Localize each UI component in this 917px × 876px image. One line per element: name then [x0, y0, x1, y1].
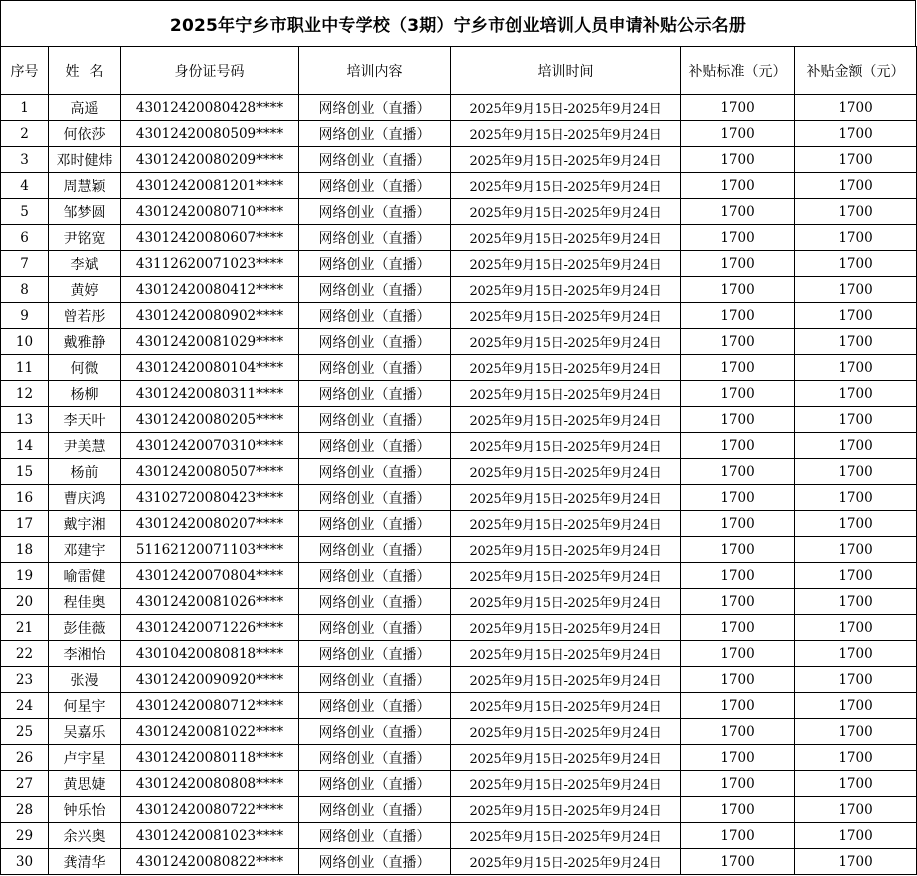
- table-row: [1, 251, 917, 277]
- cell-amount: 1700: [795, 147, 917, 173]
- cell-amount: 1700: [795, 485, 917, 511]
- cell-amount: 1700: [795, 121, 917, 147]
- cell-content: 网络创业（直播）: [299, 641, 451, 667]
- cell-no: 23: [1, 667, 49, 693]
- cell-id: 43012420080507****: [121, 459, 299, 485]
- cell-id: 43102720080423****: [121, 485, 299, 511]
- cell-name: 邹梦圆: [49, 199, 121, 225]
- table-row: [1, 849, 917, 875]
- header-no: 序号: [1, 47, 49, 95]
- cell-time: 2025年9月15日-2025年9月24日: [451, 667, 681, 693]
- cell-content: 网络创业（直播）: [299, 745, 451, 771]
- cell-standard: 1700: [681, 719, 795, 745]
- cell-no: 13: [1, 407, 49, 433]
- cell-no: 22: [1, 641, 49, 667]
- cell-time: 2025年9月15日-2025年9月24日: [451, 355, 681, 381]
- cell-no: 30: [1, 849, 49, 875]
- cell-time: 2025年9月15日-2025年9月24日: [451, 121, 681, 147]
- cell-id: 43012420080412****: [121, 277, 299, 303]
- cell-no: 3: [1, 147, 49, 173]
- cell-content: 网络创业（直播）: [299, 199, 451, 225]
- cell-time: 2025年9月15日-2025年9月24日: [451, 615, 681, 641]
- cell-standard: 1700: [681, 95, 795, 121]
- cell-content: 网络创业（直播）: [299, 615, 451, 641]
- cell-time: 2025年9月15日-2025年9月24日: [451, 433, 681, 459]
- header-name: 姓名: [49, 47, 121, 95]
- cell-standard: 1700: [681, 641, 795, 667]
- cell-id: 43012420080607****: [121, 225, 299, 251]
- cell-amount: 1700: [795, 225, 917, 251]
- table-row: [1, 121, 917, 147]
- cell-name: 邓时健炜: [49, 147, 121, 173]
- cell-amount: 1700: [795, 589, 917, 615]
- cell-name: 吴嘉乐: [49, 719, 121, 745]
- cell-content: 网络创业（直播）: [299, 459, 451, 485]
- cell-id: 43012420080209****: [121, 147, 299, 173]
- cell-time: 2025年9月15日-2025年9月24日: [451, 849, 681, 875]
- cell-id: 43012420070804****: [121, 563, 299, 589]
- cell-time: 2025年9月15日-2025年9月24日: [451, 537, 681, 563]
- cell-time: 2025年9月15日-2025年9月24日: [451, 511, 681, 537]
- cell-content: 网络创业（直播）: [299, 251, 451, 277]
- cell-standard: 1700: [681, 459, 795, 485]
- cell-standard: 1700: [681, 147, 795, 173]
- header-time: 培训时间: [451, 47, 681, 95]
- cell-name: 卢宇星: [49, 745, 121, 771]
- cell-time: 2025年9月15日-2025年9月24日: [451, 589, 681, 615]
- cell-content: 网络创业（直播）: [299, 329, 451, 355]
- table-row: [1, 615, 917, 641]
- cell-name: 余兴奥: [49, 823, 121, 849]
- cell-no: 1: [1, 95, 49, 121]
- cell-time: 2025年9月15日-2025年9月24日: [451, 459, 681, 485]
- cell-no: 19: [1, 563, 49, 589]
- cell-standard: 1700: [681, 849, 795, 875]
- cell-content: 网络创业（直播）: [299, 355, 451, 381]
- cell-amount: 1700: [795, 615, 917, 641]
- cell-id: 43012420080311****: [121, 381, 299, 407]
- cell-id: 43010420080818****: [121, 641, 299, 667]
- subsidy-table: [0, 46, 917, 875]
- cell-no: 8: [1, 277, 49, 303]
- cell-content: 网络创业（直播）: [299, 95, 451, 121]
- cell-no: 20: [1, 589, 49, 615]
- cell-name: 李斌: [49, 251, 121, 277]
- table-row: [1, 537, 917, 563]
- cell-standard: 1700: [681, 251, 795, 277]
- cell-standard: 1700: [681, 173, 795, 199]
- cell-id: 43012420080509****: [121, 121, 299, 147]
- cell-content: 网络创业（直播）: [299, 225, 451, 251]
- cell-name: 何依莎: [49, 121, 121, 147]
- cell-name: 黄婷: [49, 277, 121, 303]
- cell-time: 2025年9月15日-2025年9月24日: [451, 95, 681, 121]
- table-row: [1, 563, 917, 589]
- cell-name: 何微: [49, 355, 121, 381]
- cell-name: 戴雅静: [49, 329, 121, 355]
- cell-id: 43012420070310****: [121, 433, 299, 459]
- cell-amount: 1700: [795, 277, 917, 303]
- cell-amount: 1700: [795, 199, 917, 225]
- cell-name: 程佳奥: [49, 589, 121, 615]
- cell-no: 28: [1, 797, 49, 823]
- cell-no: 26: [1, 745, 49, 771]
- cell-amount: 1700: [795, 641, 917, 667]
- cell-id: 43012420080428****: [121, 95, 299, 121]
- table-row: [1, 303, 917, 329]
- cell-time: 2025年9月15日-2025年9月24日: [451, 693, 681, 719]
- cell-name: 高遥: [49, 95, 121, 121]
- cell-time: 2025年9月15日-2025年9月24日: [451, 251, 681, 277]
- cell-content: 网络创业（直播）: [299, 381, 451, 407]
- cell-name: 李湘怡: [49, 641, 121, 667]
- table-row: [1, 277, 917, 303]
- cell-amount: 1700: [795, 433, 917, 459]
- cell-no: 27: [1, 771, 49, 797]
- cell-name: 尹铭宽: [49, 225, 121, 251]
- cell-standard: 1700: [681, 823, 795, 849]
- table-row: [1, 199, 917, 225]
- cell-amount: 1700: [795, 823, 917, 849]
- cell-name: 邓建宇: [49, 537, 121, 563]
- cell-amount: 1700: [795, 303, 917, 329]
- cell-name: 钟乐怡: [49, 797, 121, 823]
- cell-time: 2025年9月15日-2025年9月24日: [451, 381, 681, 407]
- table-row: [1, 771, 917, 797]
- cell-id: 43012420090920****: [121, 667, 299, 693]
- cell-content: 网络创业（直播）: [299, 303, 451, 329]
- cell-content: 网络创业（直播）: [299, 485, 451, 511]
- cell-amount: 1700: [795, 173, 917, 199]
- cell-id: 43012420081026****: [121, 589, 299, 615]
- cell-standard: 1700: [681, 537, 795, 563]
- table-row: [1, 641, 917, 667]
- cell-content: 网络创业（直播）: [299, 147, 451, 173]
- cell-content: 网络创业（直播）: [299, 433, 451, 459]
- cell-name: 杨前: [49, 459, 121, 485]
- cell-time: 2025年9月15日-2025年9月24日: [451, 225, 681, 251]
- cell-content: 网络创业（直播）: [299, 277, 451, 303]
- cell-id: 43012420081029****: [121, 329, 299, 355]
- cell-amount: 1700: [795, 771, 917, 797]
- cell-amount: 1700: [795, 537, 917, 563]
- cell-content: 网络创业（直播）: [299, 173, 451, 199]
- cell-content: 网络创业（直播）: [299, 407, 451, 433]
- cell-time: 2025年9月15日-2025年9月24日: [451, 147, 681, 173]
- cell-amount: 1700: [795, 849, 917, 875]
- table-row: [1, 433, 917, 459]
- cell-id: 43012420081022****: [121, 719, 299, 745]
- cell-name: 曹庆鸿: [49, 485, 121, 511]
- cell-standard: 1700: [681, 485, 795, 511]
- cell-amount: 1700: [795, 797, 917, 823]
- cell-time: 2025年9月15日-2025年9月24日: [451, 797, 681, 823]
- cell-id: 43012420080822****: [121, 849, 299, 875]
- cell-time: 2025年9月15日-2025年9月24日: [451, 771, 681, 797]
- cell-name: 周慧颖: [49, 173, 121, 199]
- cell-standard: 1700: [681, 121, 795, 147]
- cell-no: 18: [1, 537, 49, 563]
- cell-time: 2025年9月15日-2025年9月24日: [451, 823, 681, 849]
- cell-content: 网络创业（直播）: [299, 511, 451, 537]
- cell-content: 网络创业（直播）: [299, 537, 451, 563]
- cell-standard: 1700: [681, 433, 795, 459]
- cell-standard: 1700: [681, 511, 795, 537]
- table-row: [1, 225, 917, 251]
- cell-content: 网络创业（直播）: [299, 849, 451, 875]
- cell-time: 2025年9月15日-2025年9月24日: [451, 745, 681, 771]
- cell-id: 43012420081023****: [121, 823, 299, 849]
- cell-name: 黄思婕: [49, 771, 121, 797]
- cell-name: 曾若彤: [49, 303, 121, 329]
- cell-amount: 1700: [795, 719, 917, 745]
- cell-no: 16: [1, 485, 49, 511]
- document-title: 2025年宁乡市职业中专学校（3期）宁乡市创业培训人员申请补贴公示名册: [0, 0, 916, 46]
- cell-standard: 1700: [681, 355, 795, 381]
- cell-id: 43012420071226****: [121, 615, 299, 641]
- cell-name: 李天叶: [49, 407, 121, 433]
- cell-no: 29: [1, 823, 49, 849]
- cell-name: 何星宇: [49, 693, 121, 719]
- cell-standard: 1700: [681, 745, 795, 771]
- cell-no: 7: [1, 251, 49, 277]
- cell-time: 2025年9月15日-2025年9月24日: [451, 199, 681, 225]
- cell-content: 网络创业（直播）: [299, 693, 451, 719]
- cell-amount: 1700: [795, 251, 917, 277]
- cell-id: 43012420080808****: [121, 771, 299, 797]
- cell-name: 尹美慧: [49, 433, 121, 459]
- cell-content: 网络创业（直播）: [299, 589, 451, 615]
- cell-id: 43012420080118****: [121, 745, 299, 771]
- cell-standard: 1700: [681, 329, 795, 355]
- cell-name: 张漫: [49, 667, 121, 693]
- cell-standard: 1700: [681, 797, 795, 823]
- table-row: [1, 719, 917, 745]
- header-row: [1, 47, 917, 95]
- cell-standard: 1700: [681, 615, 795, 641]
- cell-standard: 1700: [681, 407, 795, 433]
- table-row: [1, 147, 917, 173]
- cell-id: 43012420080207****: [121, 511, 299, 537]
- cell-standard: 1700: [681, 693, 795, 719]
- table-row: [1, 355, 917, 381]
- cell-time: 2025年9月15日-2025年9月24日: [451, 329, 681, 355]
- cell-amount: 1700: [795, 355, 917, 381]
- cell-id: 43012420080722****: [121, 797, 299, 823]
- table-row: [1, 797, 917, 823]
- cell-name: 戴宇湘: [49, 511, 121, 537]
- table-row: [1, 459, 917, 485]
- cell-time: 2025年9月15日-2025年9月24日: [451, 407, 681, 433]
- cell-no: 15: [1, 459, 49, 485]
- cell-standard: 1700: [681, 771, 795, 797]
- cell-time: 2025年9月15日-2025年9月24日: [451, 173, 681, 199]
- cell-no: 9: [1, 303, 49, 329]
- cell-time: 2025年9月15日-2025年9月24日: [451, 485, 681, 511]
- cell-content: 网络创业（直播）: [299, 719, 451, 745]
- cell-standard: 1700: [681, 667, 795, 693]
- cell-no: 10: [1, 329, 49, 355]
- table-row: [1, 407, 917, 433]
- table-row: [1, 485, 917, 511]
- table-row: [1, 173, 917, 199]
- cell-id: 51162120071103****: [121, 537, 299, 563]
- cell-no: 24: [1, 693, 49, 719]
- cell-standard: 1700: [681, 199, 795, 225]
- cell-content: 网络创业（直播）: [299, 797, 451, 823]
- cell-standard: 1700: [681, 303, 795, 329]
- cell-standard: 1700: [681, 277, 795, 303]
- cell-standard: 1700: [681, 381, 795, 407]
- cell-no: 25: [1, 719, 49, 745]
- table-body: [1, 95, 917, 875]
- cell-amount: 1700: [795, 693, 917, 719]
- table-row: [1, 329, 917, 355]
- cell-id: 43112620071023****: [121, 251, 299, 277]
- cell-standard: 1700: [681, 589, 795, 615]
- table-row: [1, 589, 917, 615]
- header-standard: 补贴标准（元）: [681, 47, 795, 95]
- table-row: [1, 693, 917, 719]
- cell-name: 彭佳薇: [49, 615, 121, 641]
- cell-amount: 1700: [795, 407, 917, 433]
- cell-time: 2025年9月15日-2025年9月24日: [451, 719, 681, 745]
- cell-no: 21: [1, 615, 49, 641]
- cell-no: 2: [1, 121, 49, 147]
- cell-id: 43012420080712****: [121, 693, 299, 719]
- table-row: [1, 95, 917, 121]
- cell-standard: 1700: [681, 563, 795, 589]
- cell-time: 2025年9月15日-2025年9月24日: [451, 277, 681, 303]
- cell-time: 2025年9月15日-2025年9月24日: [451, 563, 681, 589]
- cell-amount: 1700: [795, 511, 917, 537]
- header-amount: 补贴金额（元）: [795, 47, 917, 95]
- cell-amount: 1700: [795, 667, 917, 693]
- cell-content: 网络创业（直播）: [299, 667, 451, 693]
- cell-amount: 1700: [795, 329, 917, 355]
- cell-id: 43012420080205****: [121, 407, 299, 433]
- cell-id: 43012420080710****: [121, 199, 299, 225]
- cell-no: 11: [1, 355, 49, 381]
- table-row: [1, 511, 917, 537]
- cell-name: 喻雷健: [49, 563, 121, 589]
- cell-time: 2025年9月15日-2025年9月24日: [451, 303, 681, 329]
- header-id: 身份证号码: [121, 47, 299, 95]
- cell-amount: 1700: [795, 381, 917, 407]
- table-row: [1, 823, 917, 849]
- cell-no: 5: [1, 199, 49, 225]
- cell-content: 网络创业（直播）: [299, 121, 451, 147]
- cell-no: 17: [1, 511, 49, 537]
- cell-content: 网络创业（直播）: [299, 823, 451, 849]
- cell-no: 12: [1, 381, 49, 407]
- cell-amount: 1700: [795, 563, 917, 589]
- cell-id: 43012420081201****: [121, 173, 299, 199]
- cell-id: 43012420080902****: [121, 303, 299, 329]
- table-row: [1, 381, 917, 407]
- cell-content: 网络创业（直播）: [299, 563, 451, 589]
- header-content: 培训内容: [299, 47, 451, 95]
- cell-name: 龚清华: [49, 849, 121, 875]
- cell-no: 4: [1, 173, 49, 199]
- cell-amount: 1700: [795, 745, 917, 771]
- cell-amount: 1700: [795, 95, 917, 121]
- table-row: [1, 667, 917, 693]
- cell-standard: 1700: [681, 225, 795, 251]
- table-row: [1, 745, 917, 771]
- cell-id: 43012420080104****: [121, 355, 299, 381]
- cell-no: 6: [1, 225, 49, 251]
- cell-no: 14: [1, 433, 49, 459]
- cell-content: 网络创业（直播）: [299, 771, 451, 797]
- cell-name: 杨柳: [49, 381, 121, 407]
- cell-amount: 1700: [795, 459, 917, 485]
- cell-time: 2025年9月15日-2025年9月24日: [451, 641, 681, 667]
